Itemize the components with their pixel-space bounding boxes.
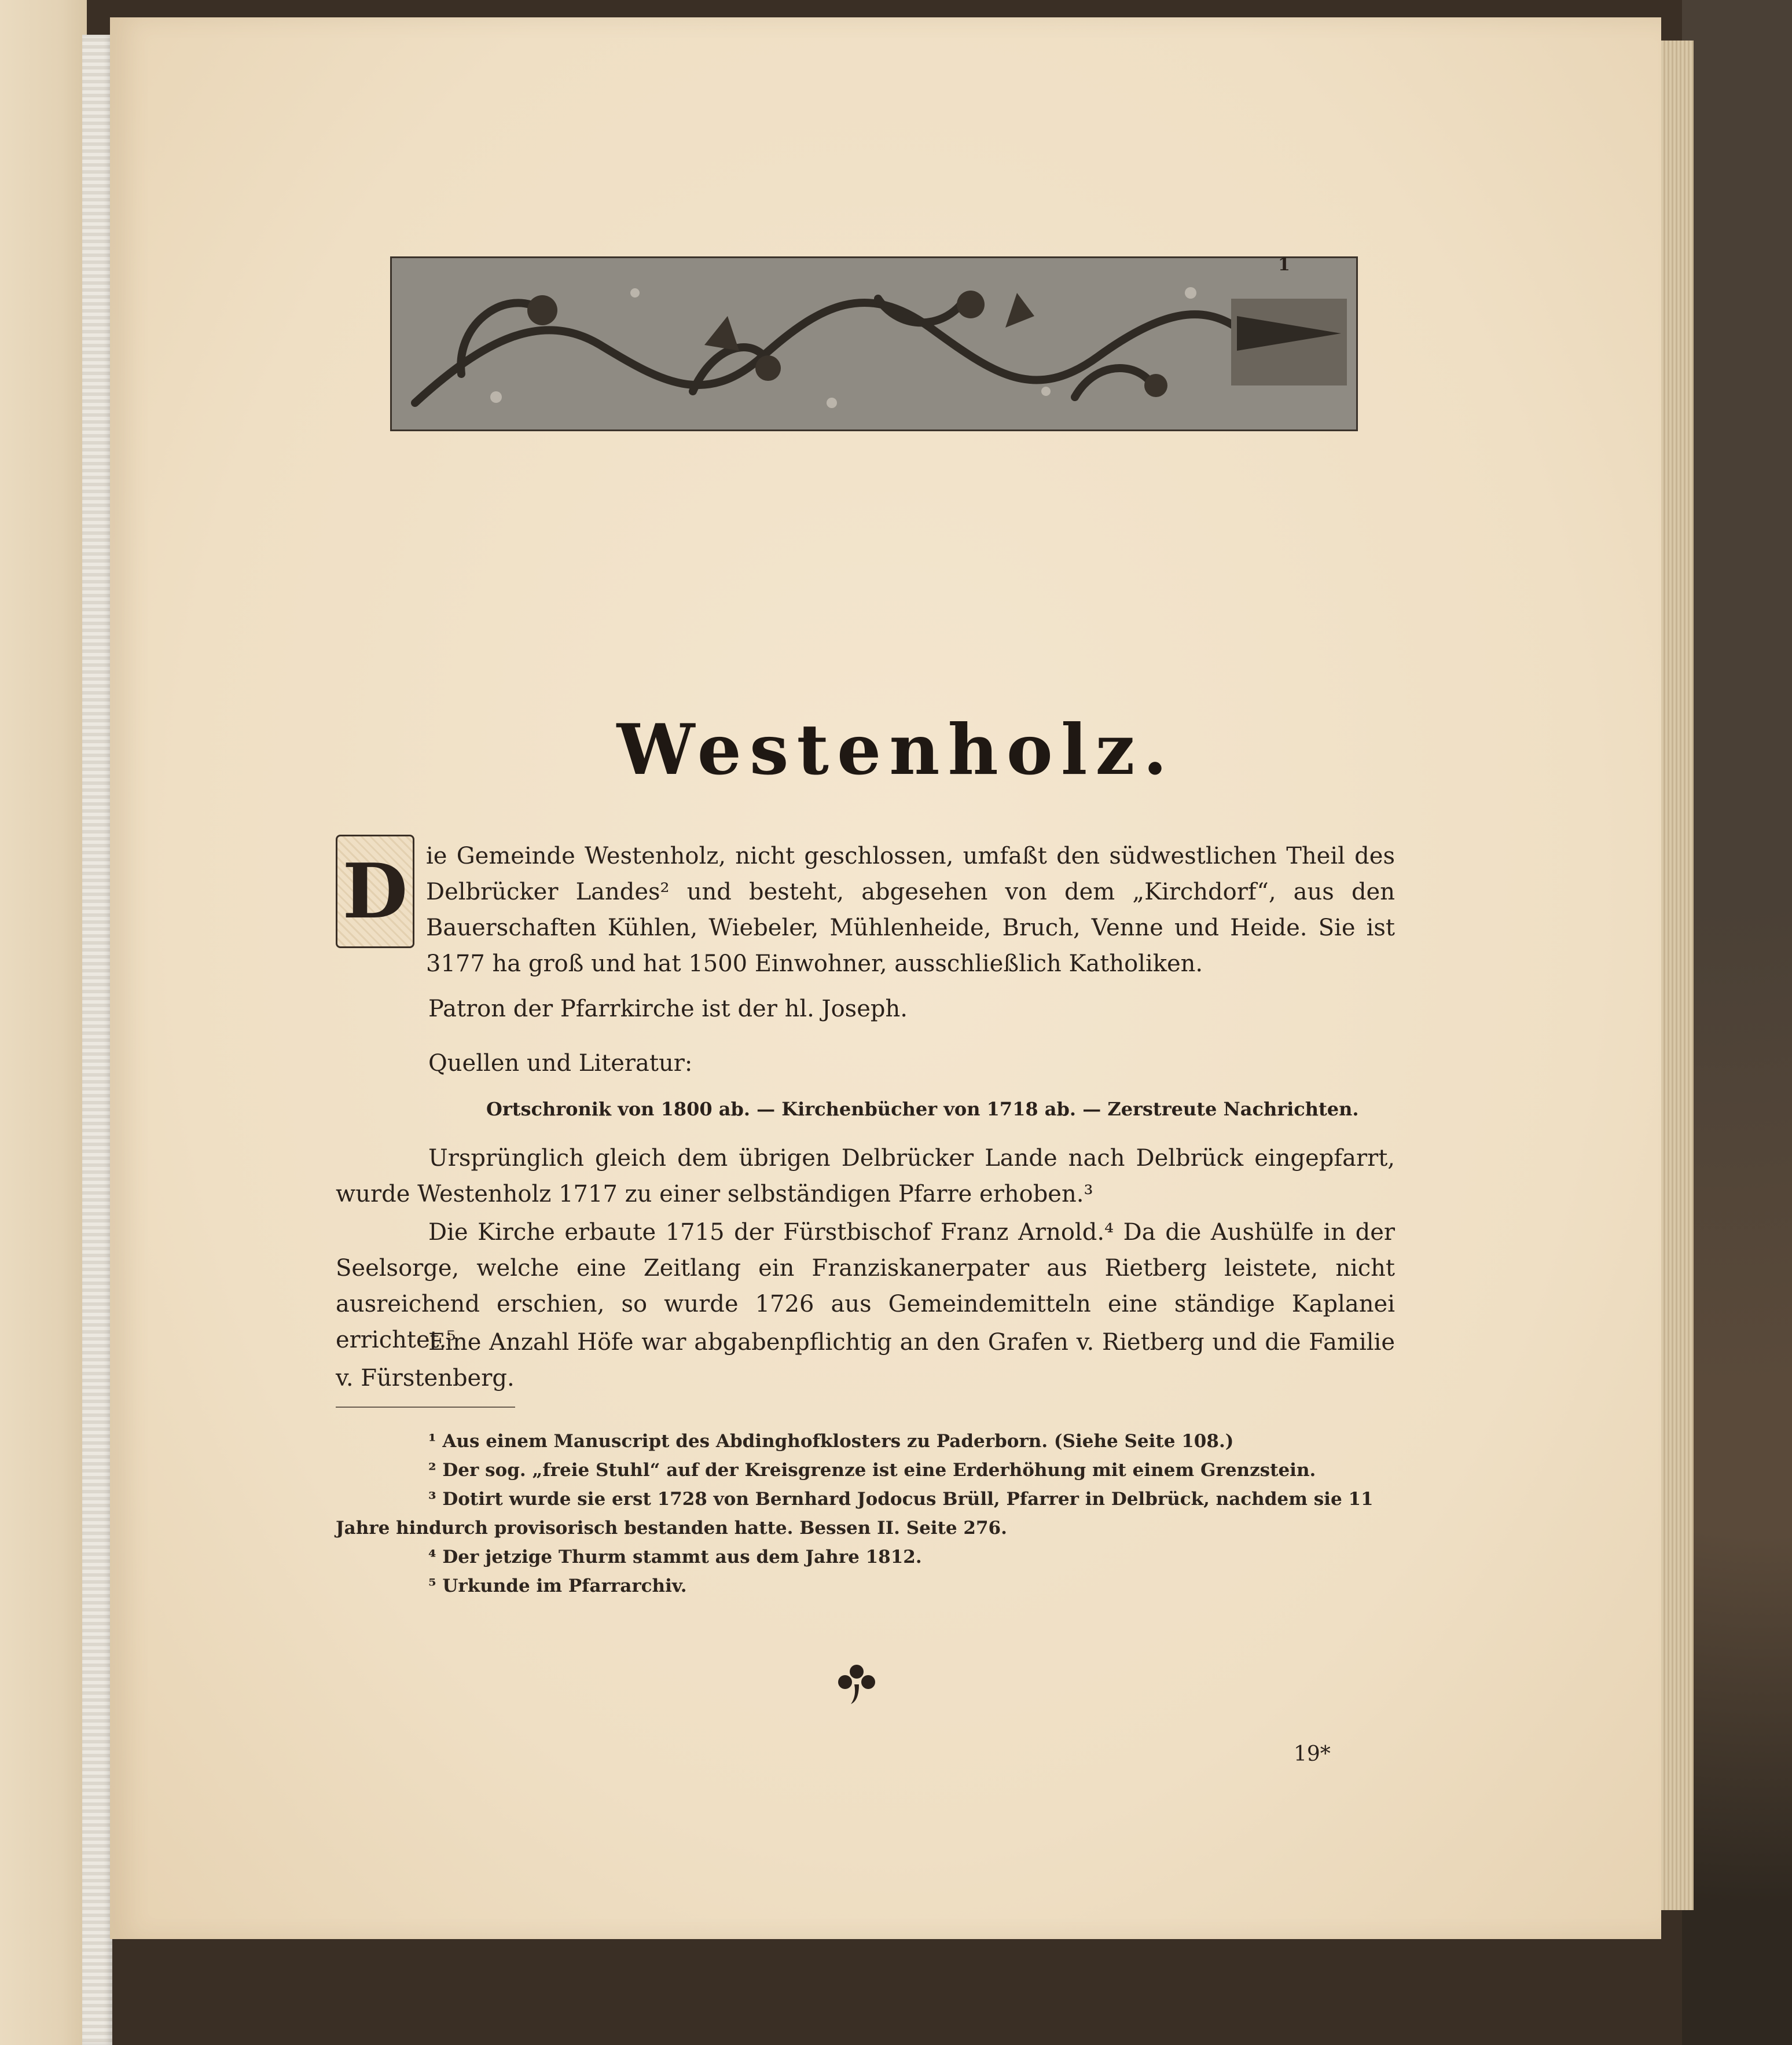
footnote-1: ¹ Aus einem Manuscript des Abdinghofklosters zu Paderborn. (Siehe Seite 108.) [428, 1431, 1234, 1452]
book-spine [82, 35, 112, 2045]
sources-heading: Quellen und Literatur: [428, 1050, 693, 1077]
sources-list: Ortschronik von 1800 ab. — Kirchenbücher von 1718 ab. — Zerstreute Nachrichten. [486, 1098, 1359, 1120]
header-ornament [390, 256, 1358, 431]
footnote-4: ⁴ Der jetzige Thurm stammt aus dem Jahre 1812. [428, 1547, 922, 1567]
footnote-5: ⁵ Urkunde im Pfarrarchiv. [428, 1576, 687, 1596]
sources-heading-block [336, 1045, 1395, 1081]
body-paragraph-3 [336, 1324, 1395, 1396]
footnote-divider [336, 1407, 515, 1408]
page-title: Westenholz. [616, 709, 1176, 791]
footnotes [336, 1427, 1389, 1600]
ornament-footnote-marker: 1 [1278, 255, 1290, 275]
footnote-3: ³ Dotirt wurde sie erst 1728 von Bernhard Jodocus Brüll, Pfarrer in Delbrück, nachdem sie 11 Jahre hindurch provisorisch bestanden hatte. Bessen II. Seite 276. [336, 1489, 1374, 1539]
intro-paragraph [336, 838, 1395, 982]
para-3-text: Eine Anzahl Höfe war abgabenpflichtig an den Grafen v. Rietberg und die Familie v. Fürstenberg. [336, 1329, 1395, 1392]
drop-cap: D [336, 835, 414, 948]
book-cover-edge [1682, 0, 1792, 2045]
para-1-text: Ursprünglich gleich dem übrigen Delbrücker Lande nach Delbrück eingepfarrt, wurde Westenholz 1717 zu einer selbständigen Pfarre erhoben.³ [336, 1145, 1395, 1207]
footnote-2: ² Der sog. „freie Stuhl“ auf der Kreisgrenze ist eine Erderhöhung mit einem Grenzstein. [428, 1460, 1316, 1481]
intro-text: ie Gemeinde Westenholz, nicht geschlossen, umfaßt den südwestlichen Theil des Delbrücker Landes² und besteht, abgesehen von dem „Kirchdorf“, aus den Bauerschaften Kühlen, Wiebeler, Mühlenheide, Bruch, Venne und Heide. Sie ist 3177 ha groß und hat 1500 Einwohner, ausschließlich Katholiken. [426, 843, 1395, 977]
patron-paragraph [336, 991, 1395, 1027]
left-page-edge [0, 0, 87, 2045]
fleuron-icon [833, 1661, 880, 1708]
para-2-text: Die Kirche erbaute 1715 der Fürstbischof Franz Arnold.⁴ Da die Aushülfe in der Seelsorge, welche eine Zeitlang ein Franziskanerpater aus Rietberg leistete, nicht ausreichend erschien, so wurde 1726 aus Gemeindemitteln eine ständige Kaplanei errichtet.⁵ [336, 1219, 1395, 1353]
patron-text: Patron der Pfarrkirche ist der hl. Joseph. [428, 996, 908, 1022]
page-number: 19* [1294, 1742, 1331, 1766]
body-paragraph-1 [336, 1140, 1395, 1212]
